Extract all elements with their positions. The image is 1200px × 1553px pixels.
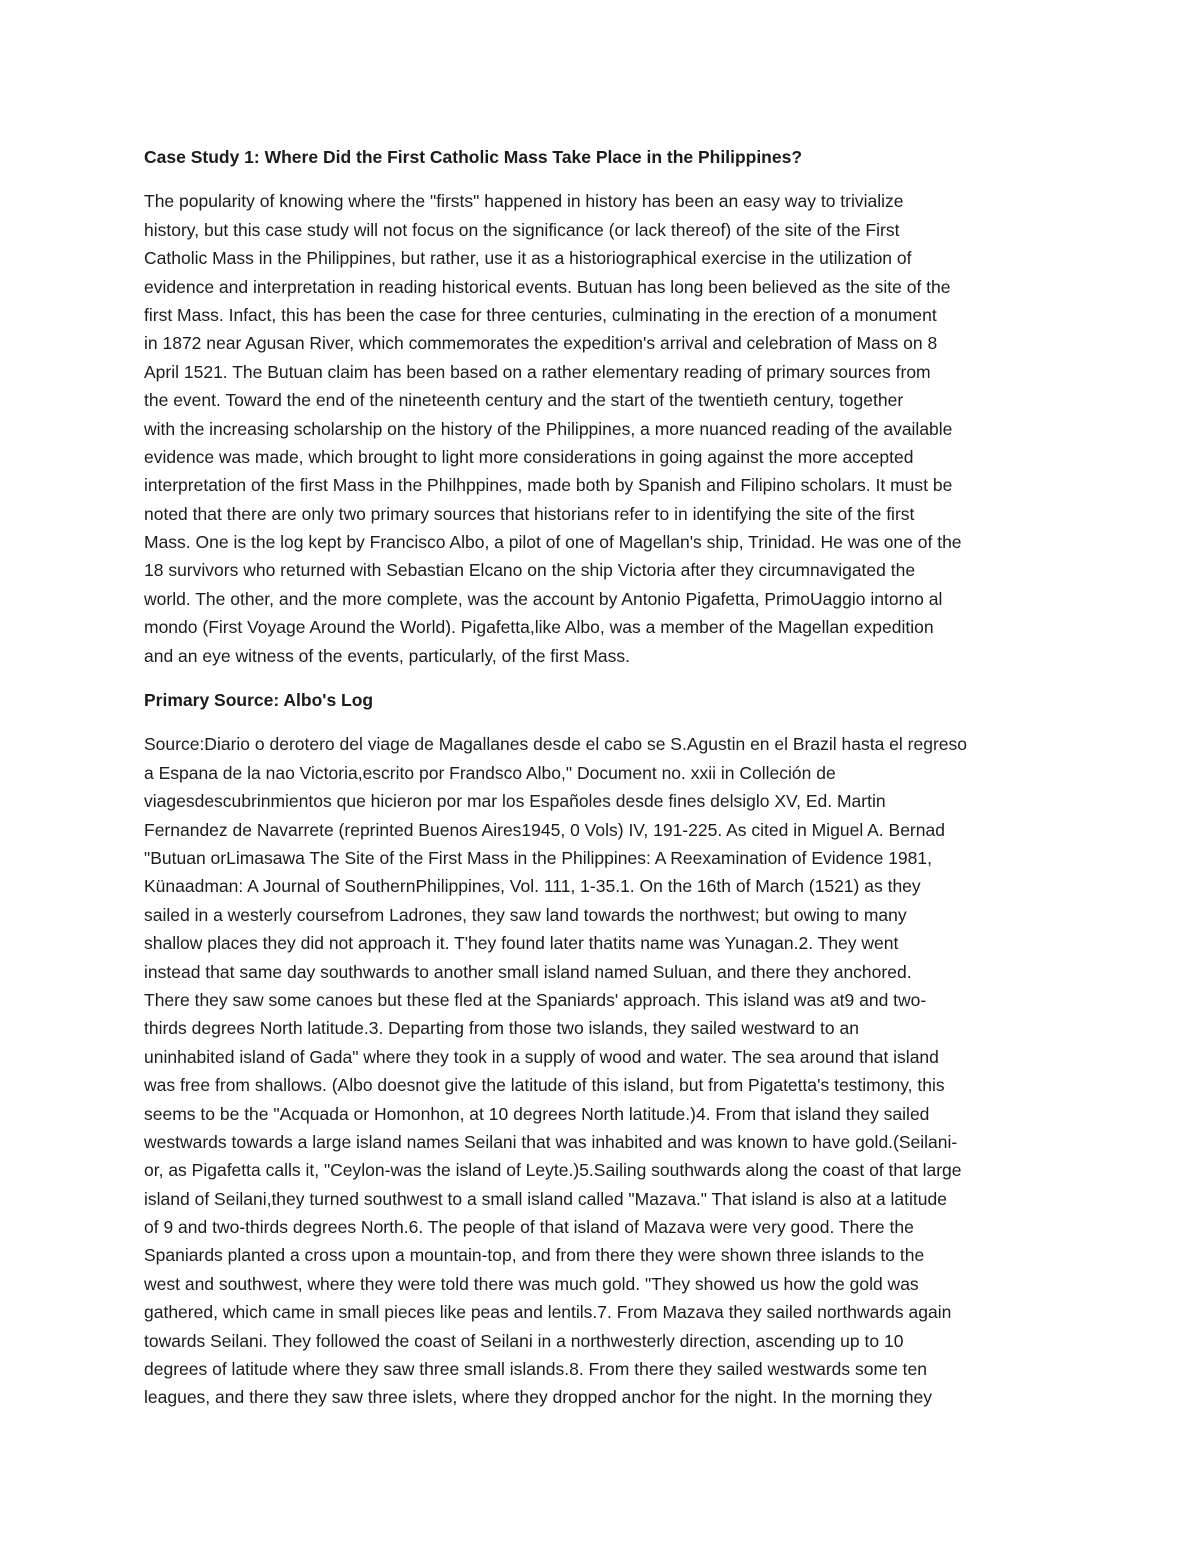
text-line: Künaadman: A Journal of SouthernPhilippines, Vol. 111, 1-35.1. On the 16th of March (1521) as they: [144, 876, 921, 897]
text-line: in 1872 near Agusan River, which commemorates the expedition's arrival and celebration of Mass on 8: [144, 333, 938, 354]
text-line: history, but this case study will not focus on the significance (or lack thereof) of the site of the First: [144, 219, 900, 240]
intro-paragraph: [144, 187, 1056, 670]
text-line: "Butuan orLimasawa The Site of the First Mass in the Philippines: A Reexamination of Evidence 1981,: [144, 848, 932, 869]
text-line: seems to be the "Acquada or Homonhon, at 10 degrees North latitude.)4. From that island they sailed: [144, 1103, 930, 1124]
text-line: noted that there are only two primary sources that historians refer to in identifying the site of the first: [144, 503, 915, 524]
text-line: west and southwest, where they were told there was much gold. "They showed us how the gold was: [144, 1273, 919, 1294]
text-line: of 9 and two-thirds degrees North.6. The people of that island of Mazava were very good. There the: [144, 1217, 914, 1238]
source-paragraph: [144, 730, 1056, 1411]
text-line: Spaniards planted a cross upon a mountain-top, and from there they were shown three islands to the: [144, 1245, 925, 1266]
text-line: mondo (First Voyage Around the World). Pigafetta,like Albo, was a member of the Magellan expedition: [144, 617, 934, 638]
section-heading: Primary Source: Albo's Log: [144, 690, 374, 711]
page-title: Case Study 1: Where Did the First Catholic Mass Take Place in the Philippines?: [144, 147, 803, 167]
document-body: [144, 143, 1056, 1428]
text-line: evidence and interpretation in reading historical events. Butuan has long been believed as the site of the: [144, 276, 951, 297]
text-line: shallow places they did not approach it. T'hey found later thatits name was Yunagan.2. They went: [144, 933, 899, 954]
text-line: or, as Pigafetta calls it, "Ceylon-was the island of Leyte.)5.Sailing southwards along the coast of that large: [144, 1160, 962, 1181]
text-line: was free from shallows. (Albo doesnot give the latitude of this island, but from Pigatetta's testimony, this: [144, 1075, 945, 1096]
text-line: thirds degrees North latitude.3. Departing from those two islands, they sailed westward to an: [144, 1018, 859, 1039]
text-line: first Mass. Infact, this has been the case for three centuries, culminating in the erection of a monument: [144, 304, 937, 325]
text-line: viagesdescubrinmientos que hicieron por mar los Españoles desde fines delsiglo XV, Ed. Martin: [144, 791, 886, 812]
text-line: a Espana de la nao Victoria,escrito por Frandsco Albo," Document no. xxii in Colleción de: [144, 762, 836, 783]
text-line: The popularity of knowing where the "firsts" happened in history has been an easy way to trivialize: [144, 191, 904, 212]
text-line: 18 survivors who returned with Sebastian Elcano on the ship Victoria after they circumnavigated the: [144, 560, 916, 581]
text-line: There they saw some canoes but these fled at the Spaniards' approach. This island was at9 and two-: [144, 989, 927, 1010]
text-line: April 1521. The Butuan claim has been based on a rather elementary reading of primary sources from: [144, 361, 931, 382]
text-line: instead that same day southwards to another small island named Suluan, and there they anchored.: [144, 961, 912, 982]
text-line: gathered, which came in small pieces like peas and lentils.7. From Mazava they sailed northwards again: [144, 1302, 952, 1323]
text-line: the event. Toward the end of the nineteenth century and the start of the twentieth century, together: [144, 390, 904, 411]
text-line: and an eye witness of the events, particularly, of the first Mass.: [144, 645, 631, 666]
text-line: island of Seilani,they turned southwest to a small island called "Mazava." That island is also at a latitude: [144, 1188, 947, 1209]
text-line: westwards towards a large island names Seilani that was inhabited and was known to have gold.(Seilani-: [144, 1131, 958, 1152]
text-line: uninhabited island of Gada" where they took in a supply of wood and water. The sea around that island: [144, 1046, 939, 1067]
text-line: with the increasing scholarship on the history of the Philippines, a more nuanced reading of the available: [144, 418, 953, 439]
text-line: towards Seilani. They followed the coast of Seilani in a northwesterly direction, ascending up to 10: [144, 1330, 904, 1351]
text-line: Catholic Mass in the Philippines, but rather, use it as a historiographical exercise in the utilization of: [144, 248, 912, 269]
text-line: leagues, and there they saw three islets, where they dropped anchor for the night. In the morning they: [144, 1387, 932, 1408]
text-line: world. The other, and the more complete, was the account by Antonio Pigafetta, PrimoUaggio intorno al: [144, 588, 943, 609]
text-line: Source:Diario o derotero del viage de Magallanes desde el cabo se S.Agustin en el Brazil hasta el regreso: [144, 734, 967, 755]
text-line: Mass. One is the log kept by Francisco Albo, a pilot of one of Magellan's ship, Trinidad. He was one of the: [144, 532, 962, 553]
text-line: interpretation of the first Mass in the Philhppines, made both by Spanish and Filipino scholars. It must be: [144, 475, 953, 496]
text-line: sailed in a westerly coursefrom Ladrones, they saw land towards the northwest; but owing to many: [144, 904, 907, 925]
text-line: degrees of latitude where they saw three small islands.8. From there they sailed westwards some ten: [144, 1359, 928, 1380]
text-line: evidence was made, which brought to light more considerations in going against the more accepted: [144, 446, 914, 467]
text-line: Fernandez de Navarrete (reprinted Buenos Aires1945, 0 Vols) IV, 191-225. As cited in Miguel A. Bernad: [144, 819, 945, 840]
